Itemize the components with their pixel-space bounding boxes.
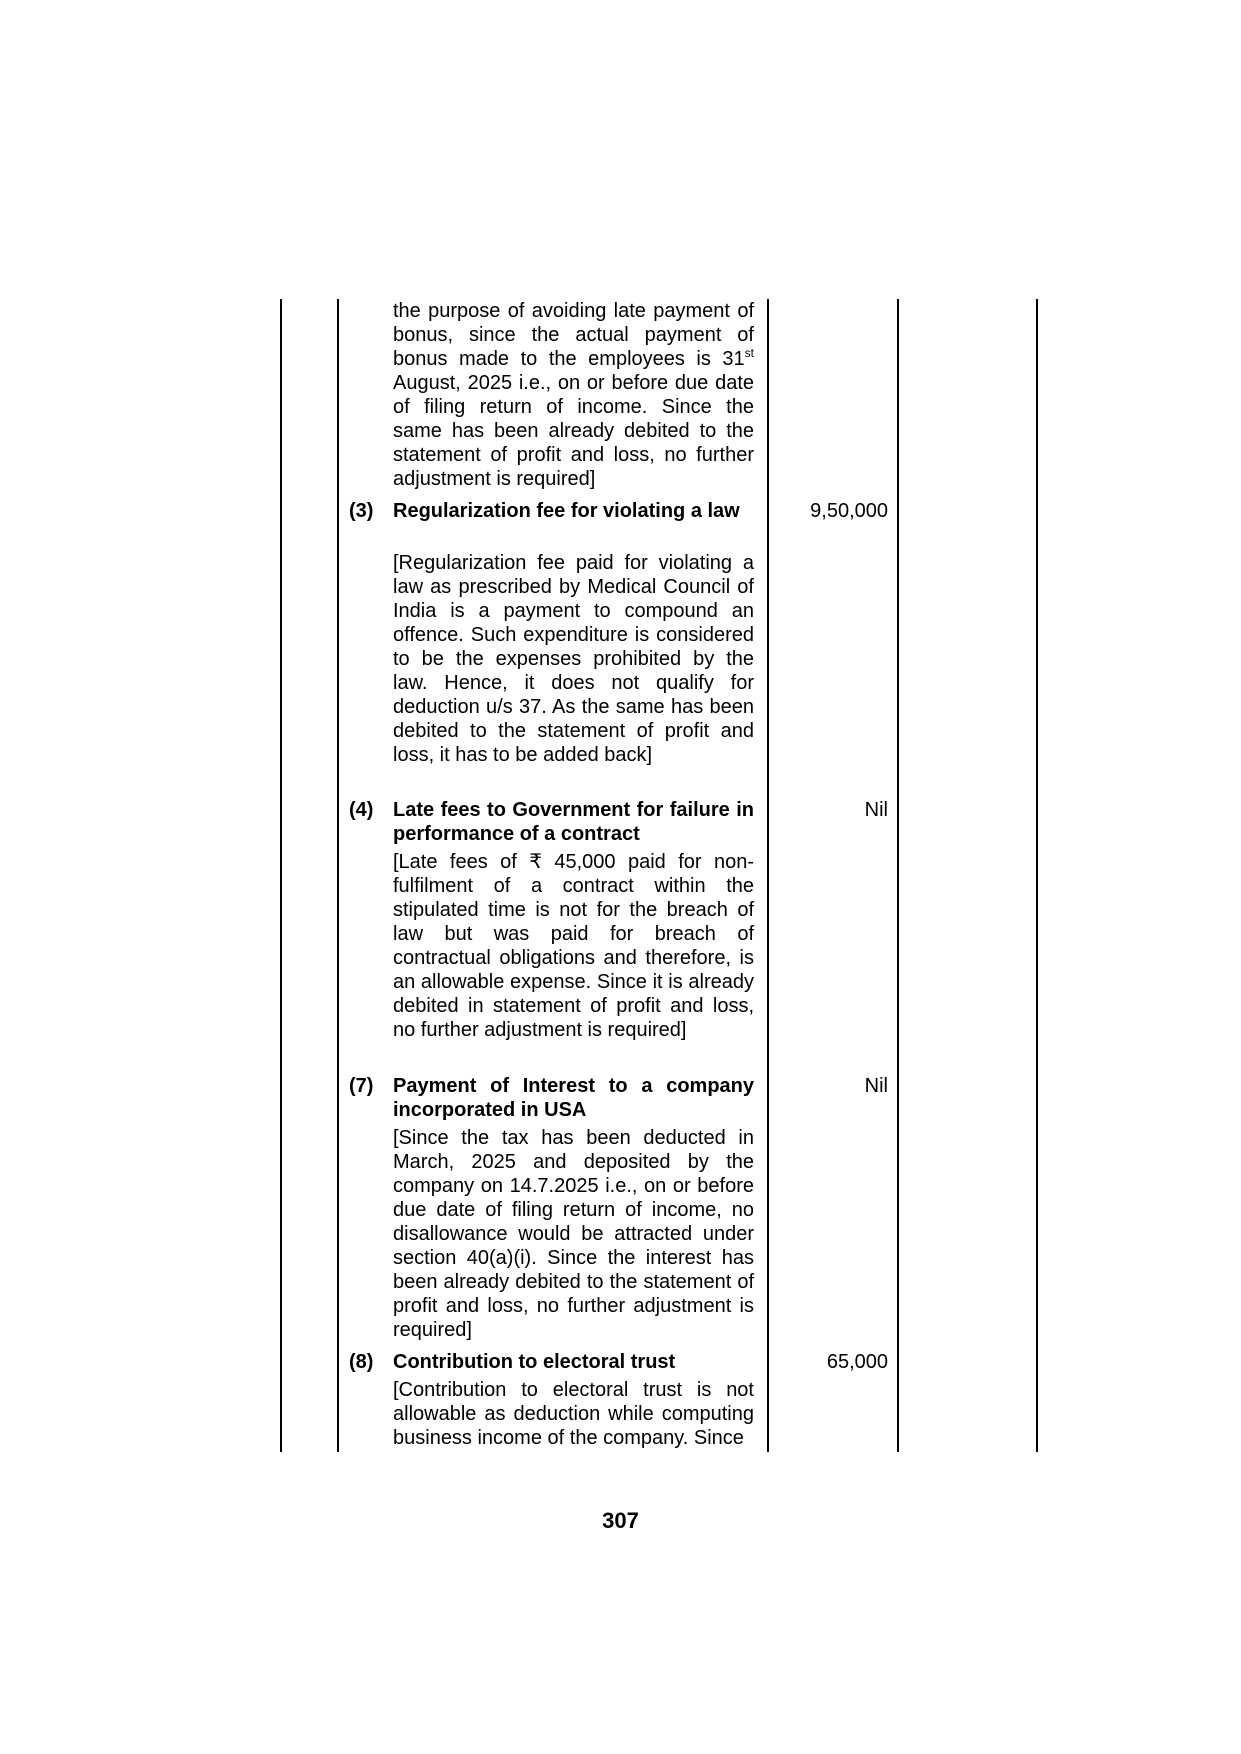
item-amount: 65,000 [826,1351,888,1373]
page-number: 307 [602,1508,639,1533]
item-explanation: [Since the tax has been deducted in March, 2025 and deposited by the company on 14.7.2025 i.e., on or before due date of filing return of income, no disallowance would be attracted under section 40(a)(i). Since the interest has been already debited to the statement of profit and loss, no further adjustment is required] [393,1127,754,1341]
table-border-left [280,299,282,1452]
continuation-text: the purpose of avoiding late payment of bonus, since the actual payment of bonus made to the employees is 31st August, 2025 i.e., on or before due date of filing return of income. Since the same has been already debited to the statement of profit and loss, no further adjustment is required] [393,300,754,490]
item-heading: Contribution to electoral trust [393,1351,676,1373]
item-number: (3) [349,500,374,522]
item-number: (4) [349,799,374,821]
item-amount: Nil [864,1075,888,1097]
item-explanation: [Contribution to electoral trust is not allowable as deduction while computing business income of the company. Since [393,1379,754,1449]
item-explanation: [Late fees of ₹ 45,000 paid for non-fulfilment of a contract within the stipulated time is not for the breach of law but was paid for breach of contractual obligations and therefore, is an allowable expense. Since it is already debited in statement of profit and loss, no further adjustment is required] [393,851,754,1041]
item-amount: 9,50,000 [810,500,888,522]
item-explanation: [Regularization fee paid for violating a law as prescribed by Medical Council of India is a payment to compound an offence. Such expenditure is considered to be the expenses prohibited by the law. Hence, it does not qualify for deduction u/s 37. As the same has been debited to the statement of profit and loss, it has to be added back] [393,552,754,766]
item-heading: Payment of Interest to a company incorporated in USA [393,1075,754,1121]
table-divider-number [337,299,339,1452]
table-divider-total [897,299,899,1452]
item-amount: Nil [864,799,888,821]
item-number: (8) [349,1351,374,1373]
item-number: (7) [349,1075,374,1097]
item-heading: Regularization fee for violating a law [393,500,740,522]
table-border-right [1036,299,1038,1452]
item-heading: Late fees to Government for failure in performance of a contract [393,799,754,845]
table-divider-amount [767,299,769,1452]
